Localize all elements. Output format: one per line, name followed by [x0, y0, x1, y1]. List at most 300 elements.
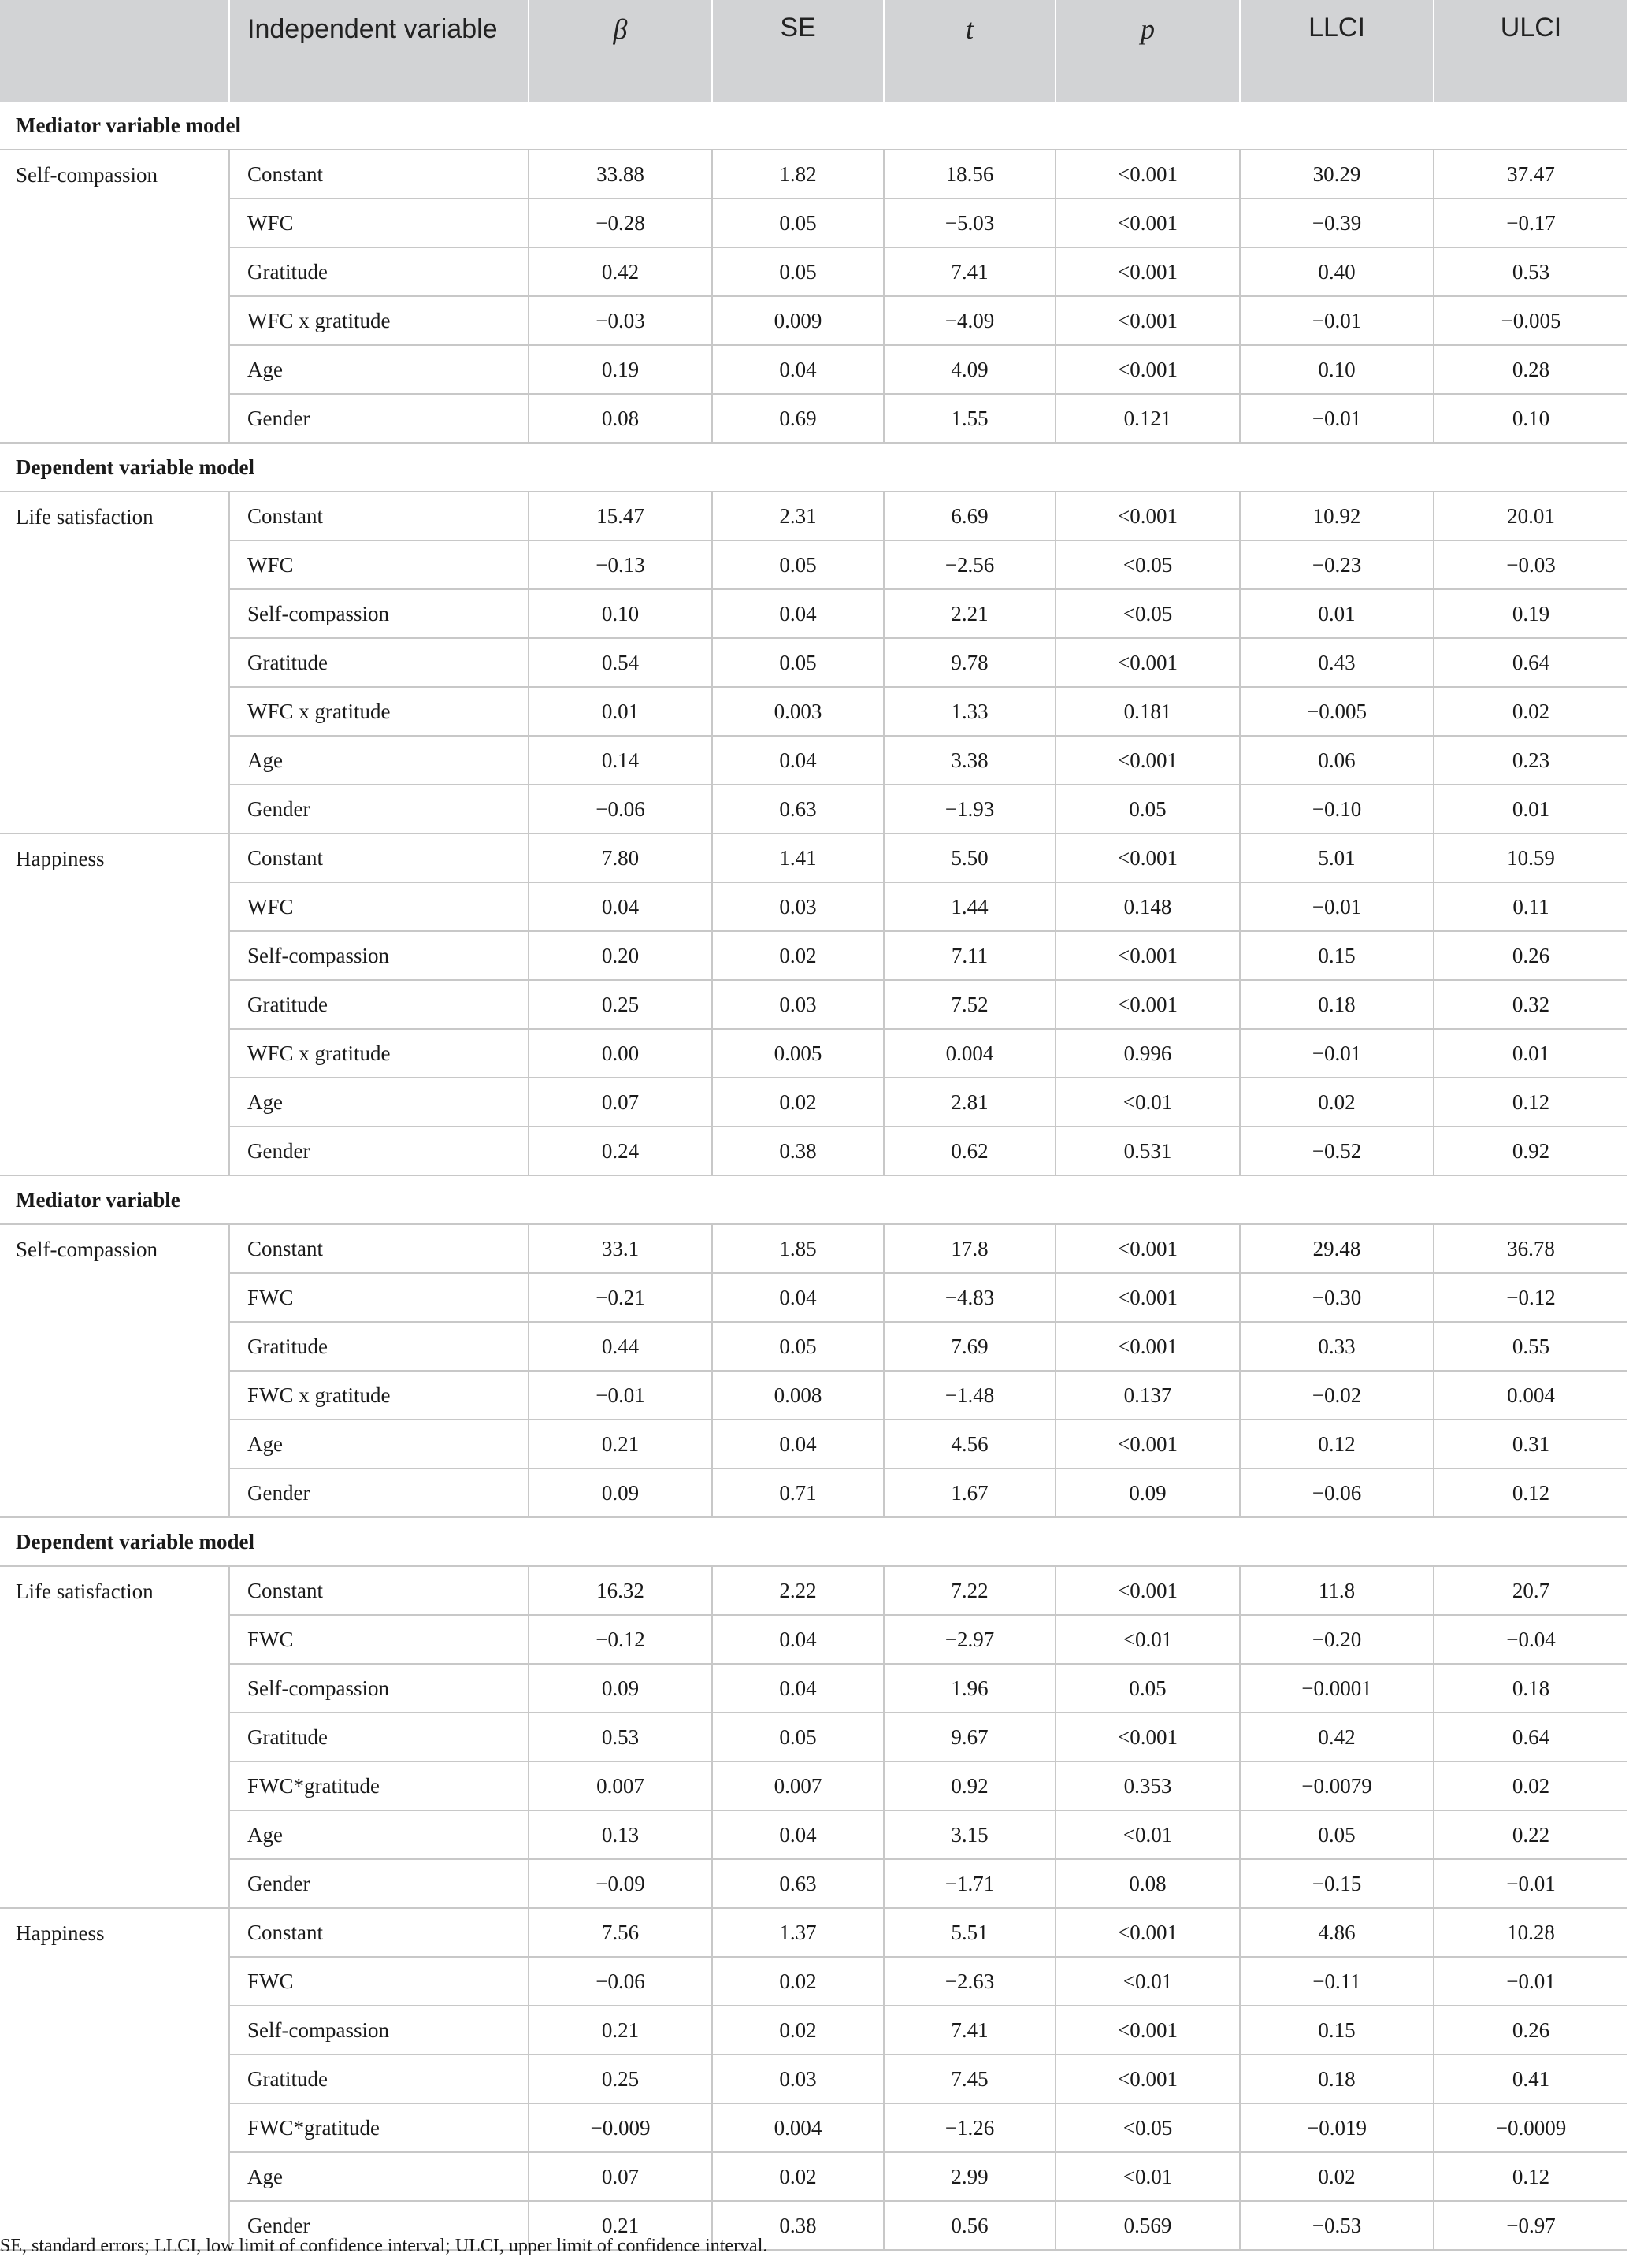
t-cell: 1.55	[884, 394, 1056, 443]
table-row	[0, 247, 1627, 296]
p-cell: <0.05	[1056, 589, 1240, 638]
p-cell: <0.001	[1056, 980, 1240, 1029]
table-row	[0, 2103, 1627, 2152]
table-row	[0, 1420, 1627, 1468]
predictor-cell: WFC	[229, 540, 529, 589]
llci-cell: 0.06	[1240, 736, 1434, 785]
ulci-cell: 0.26	[1434, 2006, 1627, 2055]
header-outcome	[0, 0, 229, 102]
table-row	[0, 1957, 1627, 2006]
se-cell: 0.04	[712, 1420, 884, 1468]
se-cell: 0.02	[712, 2152, 884, 2201]
table-row	[0, 638, 1627, 687]
se-cell: 0.009	[712, 296, 884, 345]
se-cell: 0.02	[712, 2006, 884, 2055]
se-cell: 0.05	[712, 1322, 884, 1371]
llci-cell: −0.02	[1240, 1371, 1434, 1420]
beta-cell: −0.13	[529, 540, 712, 589]
llci-cell: 10.92	[1240, 492, 1434, 540]
beta-cell: 33.1	[529, 1224, 712, 1273]
t-cell: −1.93	[884, 785, 1056, 833]
table-row	[0, 150, 1627, 199]
predictor-cell: Age	[229, 2152, 529, 2201]
se-cell: 0.03	[712, 980, 884, 1029]
ulci-cell: 0.19	[1434, 589, 1627, 638]
ulci-cell: 0.26	[1434, 931, 1627, 980]
ulci-cell: −0.12	[1434, 1273, 1627, 1322]
t-cell: −1.48	[884, 1371, 1056, 1420]
p-cell: <0.001	[1056, 2055, 1240, 2103]
table-row	[0, 1908, 1627, 1957]
t-cell: 1.44	[884, 882, 1056, 931]
ulci-cell: 0.02	[1434, 1761, 1627, 1810]
t-cell: 0.004	[884, 1029, 1056, 1078]
ulci-cell: −0.0009	[1434, 2103, 1627, 2152]
ulci-cell: 20.7	[1434, 1566, 1627, 1615]
table-row	[0, 589, 1627, 638]
se-cell: 0.63	[712, 1859, 884, 1908]
predictor-cell: Constant	[229, 1566, 529, 1615]
table-row	[0, 736, 1627, 785]
se-cell: 0.38	[712, 2201, 884, 2250]
p-cell: <0.001	[1056, 492, 1240, 540]
ulci-cell: 10.59	[1434, 833, 1627, 882]
llci-cell: 0.02	[1240, 2152, 1434, 2201]
predictor-cell: FWC	[229, 1615, 529, 1664]
beta-cell: −0.21	[529, 1273, 712, 1322]
t-cell: −2.56	[884, 540, 1056, 589]
predictor-cell: WFC x gratitude	[229, 687, 529, 736]
t-cell: 17.8	[884, 1224, 1056, 1273]
se-cell: 0.04	[712, 345, 884, 394]
p-cell: <0.01	[1056, 1078, 1240, 1127]
beta-cell: 0.54	[529, 638, 712, 687]
p-cell: <0.001	[1056, 1322, 1240, 1371]
table-row	[0, 785, 1627, 833]
ulci-cell: 37.47	[1434, 150, 1627, 199]
p-cell: <0.001	[1056, 199, 1240, 247]
p-cell: <0.001	[1056, 638, 1240, 687]
ulci-cell: 0.53	[1434, 247, 1627, 296]
ulci-cell: 0.23	[1434, 736, 1627, 785]
p-cell: <0.001	[1056, 736, 1240, 785]
p-cell: 0.05	[1056, 1664, 1240, 1713]
beta-cell: 15.47	[529, 492, 712, 540]
llci-cell: −0.23	[1240, 540, 1434, 589]
ulci-cell: 0.18	[1434, 1664, 1627, 1713]
llci-cell: 4.86	[1240, 1908, 1434, 1957]
table-row	[0, 687, 1627, 736]
beta-cell: 0.007	[529, 1761, 712, 1810]
ulci-cell: −0.01	[1434, 1957, 1627, 2006]
ulci-cell: 10.28	[1434, 1908, 1627, 1957]
beta-cell: 0.44	[529, 1322, 712, 1371]
se-cell: 0.69	[712, 394, 884, 443]
t-cell: 7.11	[884, 931, 1056, 980]
t-cell: 7.45	[884, 2055, 1056, 2103]
ulci-cell: 0.32	[1434, 980, 1627, 1029]
ulci-cell: −0.97	[1434, 2201, 1627, 2250]
t-cell: 3.38	[884, 736, 1056, 785]
header-ulci: ULCI	[1434, 0, 1627, 102]
beta-cell: 0.21	[529, 2006, 712, 2055]
table-header-row	[0, 0, 1627, 102]
llci-cell: 0.42	[1240, 1713, 1434, 1761]
beta-cell: 0.14	[529, 736, 712, 785]
predictor-cell: Gratitude	[229, 247, 529, 296]
p-cell: <0.001	[1056, 1713, 1240, 1761]
outcome-cell: Life satisfaction	[0, 1566, 229, 1908]
se-cell: 1.37	[712, 1908, 884, 1957]
se-cell: 0.004	[712, 2103, 884, 2152]
beta-cell: −0.06	[529, 785, 712, 833]
llci-cell: −0.30	[1240, 1273, 1434, 1322]
p-cell: <0.001	[1056, 345, 1240, 394]
predictor-cell: Gender	[229, 1127, 529, 1175]
t-cell: −1.71	[884, 1859, 1056, 1908]
beta-cell: −0.01	[529, 1371, 712, 1420]
predictor-cell: Gender	[229, 1468, 529, 1517]
p-cell: <0.001	[1056, 2006, 1240, 2055]
predictor-cell: Constant	[229, 1908, 529, 1957]
llci-cell: −0.019	[1240, 2103, 1434, 2152]
header-t: t	[884, 0, 1056, 102]
predictor-cell: Self-compassion	[229, 1664, 529, 1713]
t-cell: 5.50	[884, 833, 1056, 882]
beta-cell: 0.25	[529, 980, 712, 1029]
table-row	[0, 1322, 1627, 1371]
beta-cell: −0.09	[529, 1859, 712, 1908]
section-title: Mediator variable	[0, 1175, 1627, 1224]
t-cell: 4.09	[884, 345, 1056, 394]
se-cell: 0.02	[712, 1078, 884, 1127]
se-cell: 0.04	[712, 1273, 884, 1322]
se-cell: 0.05	[712, 540, 884, 589]
llci-cell: 29.48	[1240, 1224, 1434, 1273]
se-cell: 0.04	[712, 736, 884, 785]
p-cell: <0.001	[1056, 1908, 1240, 1957]
ulci-cell: 0.01	[1434, 1029, 1627, 1078]
t-cell: 2.81	[884, 1078, 1056, 1127]
table-row	[0, 1468, 1627, 1517]
p-cell: 0.531	[1056, 1127, 1240, 1175]
p-cell: <0.001	[1056, 833, 1240, 882]
t-cell: 0.62	[884, 1127, 1056, 1175]
se-cell: 1.85	[712, 1224, 884, 1273]
p-cell: <0.001	[1056, 1566, 1240, 1615]
ulci-cell: 0.64	[1434, 638, 1627, 687]
llci-cell: −0.39	[1240, 199, 1434, 247]
llci-cell: 0.01	[1240, 589, 1434, 638]
table-row	[0, 1615, 1627, 1664]
beta-cell: 0.08	[529, 394, 712, 443]
predictor-cell: Gratitude	[229, 980, 529, 1029]
llci-cell: −0.0001	[1240, 1664, 1434, 1713]
llci-cell: 0.43	[1240, 638, 1434, 687]
beta-cell: 0.24	[529, 1127, 712, 1175]
table-row	[0, 1371, 1627, 1420]
ulci-cell: 0.12	[1434, 2152, 1627, 2201]
ulci-cell: −0.17	[1434, 199, 1627, 247]
ulci-cell: 0.92	[1434, 1127, 1627, 1175]
predictor-cell: FWC*gratitude	[229, 2103, 529, 2152]
llci-cell: 0.40	[1240, 247, 1434, 296]
predictor-cell: Constant	[229, 492, 529, 540]
p-cell: <0.001	[1056, 150, 1240, 199]
t-cell: −2.97	[884, 1615, 1056, 1664]
predictor-cell: WFC	[229, 199, 529, 247]
predictor-cell: Age	[229, 1810, 529, 1859]
t-cell: 0.56	[884, 2201, 1056, 2250]
llci-cell: 0.18	[1240, 2055, 1434, 2103]
section-row	[0, 1175, 1627, 1224]
header-se: SE	[712, 0, 884, 102]
t-cell: 6.69	[884, 492, 1056, 540]
predictor-cell: Constant	[229, 150, 529, 199]
se-cell: 0.008	[712, 1371, 884, 1420]
beta-cell: −0.009	[529, 2103, 712, 2152]
se-cell: 0.63	[712, 785, 884, 833]
beta-cell: 33.88	[529, 150, 712, 199]
llci-cell: −0.11	[1240, 1957, 1434, 2006]
ulci-cell: −0.03	[1434, 540, 1627, 589]
p-cell: 0.148	[1056, 882, 1240, 931]
se-cell: 0.38	[712, 1127, 884, 1175]
table-row	[0, 1859, 1627, 1908]
beta-cell: 0.00	[529, 1029, 712, 1078]
section-row	[0, 443, 1627, 492]
t-cell: 4.56	[884, 1420, 1056, 1468]
t-cell: −2.63	[884, 1957, 1056, 2006]
llci-cell: 0.12	[1240, 1420, 1434, 1468]
table-row	[0, 199, 1627, 247]
p-cell: 0.121	[1056, 394, 1240, 443]
t-cell: 7.52	[884, 980, 1056, 1029]
se-cell: 0.03	[712, 2055, 884, 2103]
section-row	[0, 1517, 1627, 1566]
section-title: Dependent variable model	[0, 443, 1627, 492]
table-row	[0, 1029, 1627, 1078]
se-cell: 2.22	[712, 1566, 884, 1615]
ulci-cell: 0.004	[1434, 1371, 1627, 1420]
table-row	[0, 1127, 1627, 1175]
section-row	[0, 102, 1627, 150]
outcome-cell: Happiness	[0, 1908, 229, 2250]
predictor-cell: Gratitude	[229, 638, 529, 687]
t-cell: −5.03	[884, 199, 1056, 247]
llci-cell: −0.15	[1240, 1859, 1434, 1908]
predictor-cell: Constant	[229, 833, 529, 882]
llci-cell: 0.02	[1240, 1078, 1434, 1127]
table-row	[0, 1273, 1627, 1322]
p-cell: <0.001	[1056, 296, 1240, 345]
ulci-cell: 0.28	[1434, 345, 1627, 394]
p-cell: <0.001	[1056, 1224, 1240, 1273]
llci-cell: 0.15	[1240, 2006, 1434, 2055]
t-cell: 7.41	[884, 247, 1056, 296]
se-cell: 0.02	[712, 931, 884, 980]
table-row	[0, 1713, 1627, 1761]
predictor-cell: Age	[229, 1078, 529, 1127]
ulci-cell: 0.02	[1434, 687, 1627, 736]
predictor-cell: Age	[229, 345, 529, 394]
section-title: Mediator variable model	[0, 102, 1627, 150]
p-cell: <0.01	[1056, 1810, 1240, 1859]
table-row	[0, 1810, 1627, 1859]
t-cell: 7.69	[884, 1322, 1056, 1371]
t-cell: 0.92	[884, 1761, 1056, 1810]
llci-cell: −0.01	[1240, 882, 1434, 931]
beta-cell: 7.80	[529, 833, 712, 882]
llci-cell: −0.0079	[1240, 1761, 1434, 1810]
header-independent-variable: Independent variable	[229, 0, 529, 102]
header-llci: LLCI	[1240, 0, 1434, 102]
p-cell: 0.353	[1056, 1761, 1240, 1810]
ulci-cell: 0.31	[1434, 1420, 1627, 1468]
predictor-cell: Gender	[229, 2201, 529, 2250]
p-cell: <0.01	[1056, 1615, 1240, 1664]
ulci-cell: −0.01	[1434, 1859, 1627, 1908]
se-cell: 0.05	[712, 1713, 884, 1761]
t-cell: 7.22	[884, 1566, 1056, 1615]
p-cell: <0.001	[1056, 247, 1240, 296]
table-row	[0, 296, 1627, 345]
t-cell: −4.09	[884, 296, 1056, 345]
table-row	[0, 882, 1627, 931]
se-cell: 2.31	[712, 492, 884, 540]
beta-cell: 0.53	[529, 1713, 712, 1761]
t-cell: −4.83	[884, 1273, 1056, 1322]
p-cell: <0.001	[1056, 1273, 1240, 1322]
predictor-cell: Self-compassion	[229, 2006, 529, 2055]
se-cell: 0.05	[712, 247, 884, 296]
llci-cell: −0.10	[1240, 785, 1434, 833]
ulci-cell: 0.12	[1434, 1078, 1627, 1127]
se-cell: 0.71	[712, 1468, 884, 1517]
predictor-cell: Gender	[229, 394, 529, 443]
beta-cell: −0.03	[529, 296, 712, 345]
p-cell: <0.01	[1056, 1957, 1240, 2006]
t-cell: −1.26	[884, 2103, 1056, 2152]
llci-cell: −0.005	[1240, 687, 1434, 736]
p-cell: 0.181	[1056, 687, 1240, 736]
beta-cell: 0.25	[529, 2055, 712, 2103]
t-cell: 2.99	[884, 2152, 1056, 2201]
p-cell: <0.05	[1056, 540, 1240, 589]
table-row	[0, 1664, 1627, 1713]
table-row	[0, 2152, 1627, 2201]
se-cell: 1.82	[712, 150, 884, 199]
t-cell: 9.78	[884, 638, 1056, 687]
t-cell: 18.56	[884, 150, 1056, 199]
t-cell: 1.33	[884, 687, 1056, 736]
t-cell: 1.67	[884, 1468, 1056, 1517]
p-cell: <0.05	[1056, 2103, 1240, 2152]
beta-cell: 0.42	[529, 247, 712, 296]
se-cell: 0.05	[712, 638, 884, 687]
t-cell: 2.21	[884, 589, 1056, 638]
beta-cell: 0.21	[529, 2201, 712, 2250]
table-row	[0, 492, 1627, 540]
llci-cell: 0.10	[1240, 345, 1434, 394]
p-cell: <0.001	[1056, 931, 1240, 980]
predictor-cell: FWC*gratitude	[229, 1761, 529, 1810]
table-row	[0, 540, 1627, 589]
ulci-cell: 0.12	[1434, 1468, 1627, 1517]
header-p: p	[1056, 0, 1240, 102]
se-cell: 0.02	[712, 1957, 884, 2006]
ulci-cell: −0.005	[1434, 296, 1627, 345]
ulci-cell: 0.11	[1434, 882, 1627, 931]
table-row	[0, 2006, 1627, 2055]
p-cell: 0.569	[1056, 2201, 1240, 2250]
table-row	[0, 1761, 1627, 1810]
llci-cell: 30.29	[1240, 150, 1434, 199]
predictor-cell: Self-compassion	[229, 589, 529, 638]
predictor-cell: Gratitude	[229, 2055, 529, 2103]
predictor-cell: Age	[229, 1420, 529, 1468]
se-cell: 0.04	[712, 1615, 884, 1664]
predictor-cell: FWC x gratitude	[229, 1371, 529, 1420]
llci-cell: −0.01	[1240, 296, 1434, 345]
beta-cell: 0.13	[529, 1810, 712, 1859]
predictor-cell: WFC	[229, 882, 529, 931]
table-row	[0, 1224, 1627, 1273]
predictor-cell: Constant	[229, 1224, 529, 1273]
predictor-cell: FWC	[229, 1957, 529, 2006]
llci-cell: −0.01	[1240, 394, 1434, 443]
llci-cell: −0.52	[1240, 1127, 1434, 1175]
table-row	[0, 2055, 1627, 2103]
beta-cell: 0.19	[529, 345, 712, 394]
table-row	[0, 833, 1627, 882]
ulci-cell: 0.01	[1434, 785, 1627, 833]
beta-cell: 0.07	[529, 2152, 712, 2201]
p-cell: <0.001	[1056, 1420, 1240, 1468]
t-cell: 1.96	[884, 1664, 1056, 1713]
beta-cell: 16.32	[529, 1566, 712, 1615]
table-row	[0, 980, 1627, 1029]
ulci-cell: 0.22	[1434, 1810, 1627, 1859]
table-row	[0, 345, 1627, 394]
ulci-cell: 0.41	[1434, 2055, 1627, 2103]
llci-cell: 11.8	[1240, 1566, 1434, 1615]
ulci-cell: 0.64	[1434, 1713, 1627, 1761]
beta-cell: 0.04	[529, 882, 712, 931]
table-body	[0, 102, 1627, 2250]
llci-cell: 0.18	[1240, 980, 1434, 1029]
table-row	[0, 394, 1627, 443]
predictor-cell: Gratitude	[229, 1713, 529, 1761]
beta-cell: 0.09	[529, 1468, 712, 1517]
t-cell: 9.67	[884, 1713, 1056, 1761]
ulci-cell: 0.55	[1434, 1322, 1627, 1371]
llci-cell: −0.20	[1240, 1615, 1434, 1664]
se-cell: 0.007	[712, 1761, 884, 1810]
se-cell: 1.41	[712, 833, 884, 882]
header-beta: β	[529, 0, 712, 102]
p-cell: 0.137	[1056, 1371, 1240, 1420]
table-row	[0, 1078, 1627, 1127]
beta-cell: 0.10	[529, 589, 712, 638]
predictor-cell: WFC x gratitude	[229, 1029, 529, 1078]
table-row	[0, 931, 1627, 980]
se-cell: 0.03	[712, 882, 884, 931]
llci-cell: 0.15	[1240, 931, 1434, 980]
beta-cell: 0.01	[529, 687, 712, 736]
t-cell: 3.15	[884, 1810, 1056, 1859]
ulci-cell: 36.78	[1434, 1224, 1627, 1273]
